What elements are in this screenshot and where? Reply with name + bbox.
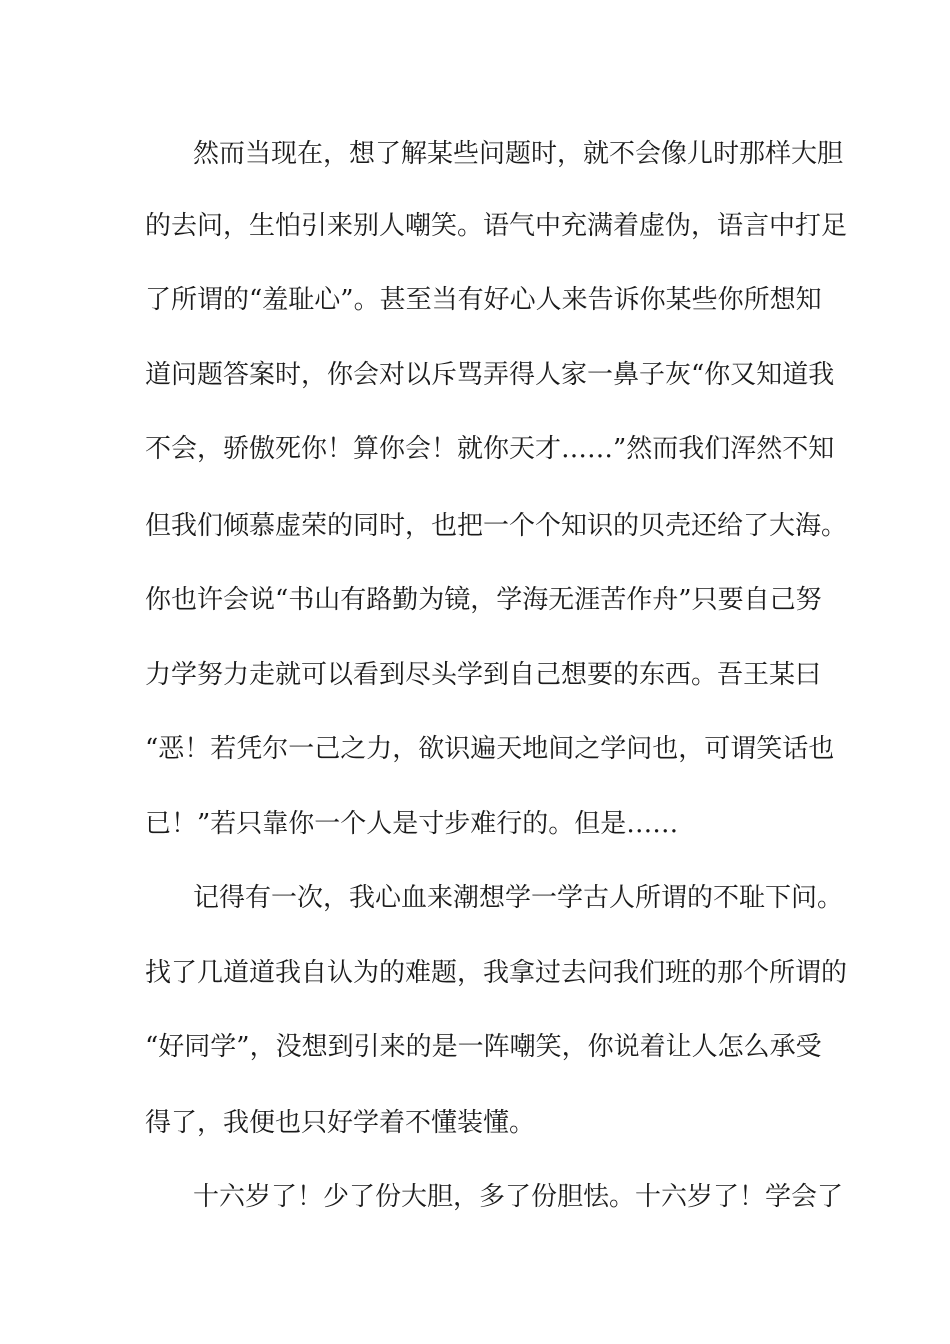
text-line: 不会，骄傲死你！算你会！就你天才……”然而我们浑然不知 [145,434,835,464]
text-line: 力学努力走就可以看到尽头学到自己想要的东西。吾王某曰 [145,660,822,690]
text-line: 道问题答案时，你会对以斥骂弄得人家一鼻子灰“你又知道我 [145,360,835,390]
text-line: 你也许会说“书山有路勤为镜，学海无涯苦作舟”只要自己努 [145,585,822,615]
text-line: “好同学”，没想到引来的是一阵嘲笑，你说着让人怎么承受 [145,1032,822,1062]
text-line: 了所谓的“羞耻心”。甚至当有好心人来告诉你某些你所想知 [145,285,822,315]
text-line: 得了，我便也只好学着不懂装懂。 [145,1108,536,1138]
text-line: 十六岁了！少了份大胆，多了份胆怯。十六岁了！学会了 [193,1182,844,1212]
text-line: “恶！若凭尔一己之力，欲识遍天地间之学问也，可谓笑话也 [145,734,835,764]
text-line: 但我们倾慕虚荣的同时，也把一个个知识的贝壳还给了大海。 [145,511,848,541]
text-line: 已！”若只靠你一个人是寸步难行的。但是…… [145,809,679,839]
text-line: 找了几道道我自认为的难题，我拿过去问我们班的那个所谓的 [145,958,848,988]
text-line: 然而当现在，想了解某些问题时，就不会像儿时那样大胆 [193,139,844,169]
text-line: 记得有一次，我心血来潮想学一学古人所谓的不耻下问。 [193,883,844,913]
text-line: 的去问，生怕引来别人嘲笑。语气中充满着虚伪，语言中打足 [145,211,848,241]
